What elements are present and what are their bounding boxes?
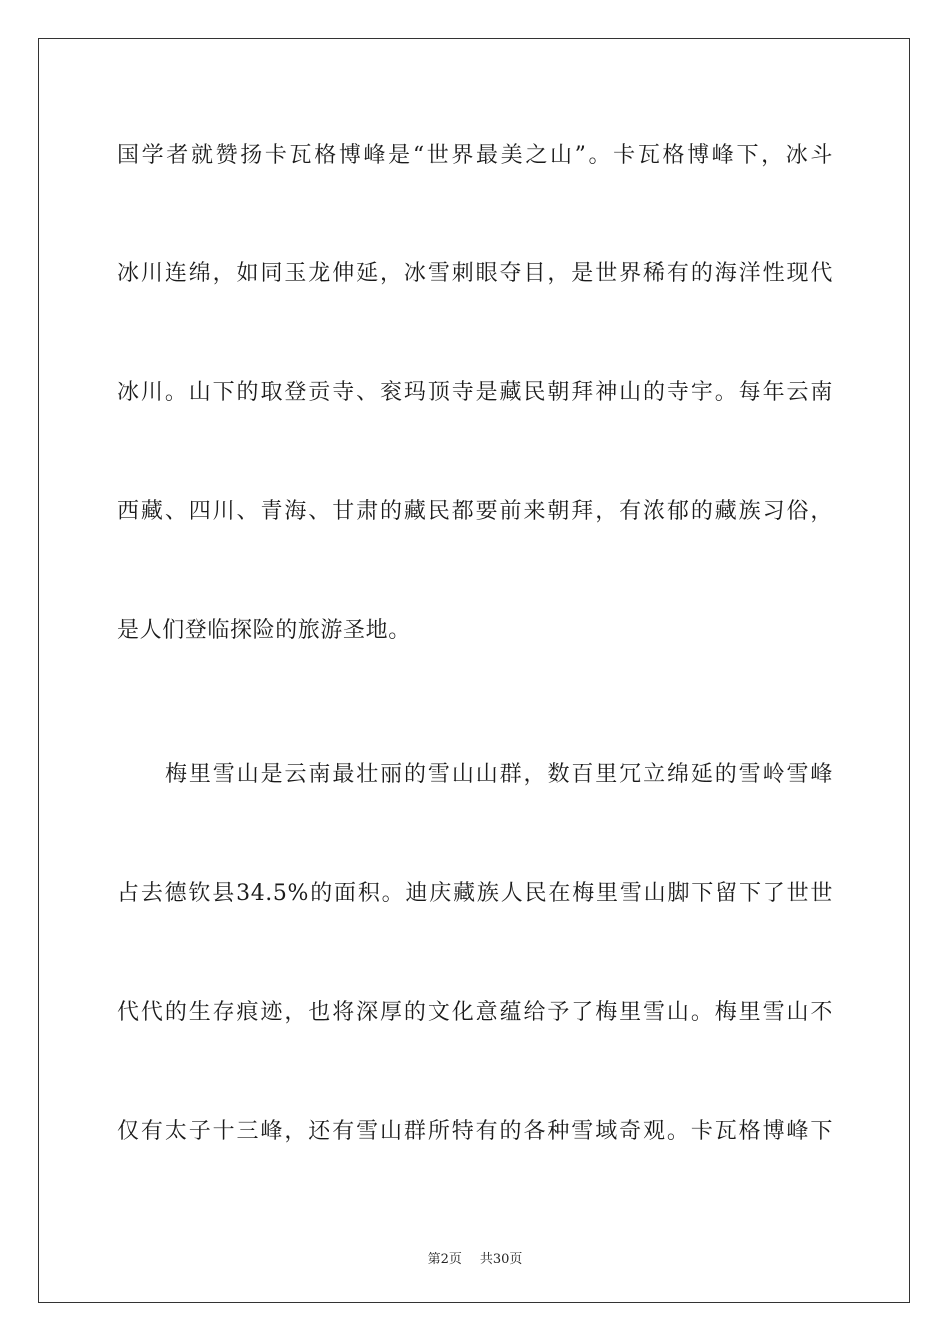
text-line-7: 占去德钦县34.5%的面积。迪庆藏族人民在梅里雪山脚下留下了世世 (117, 881, 833, 906)
page-footer (0, 1248, 950, 1267)
text-line-1: 国学者就赞扬卡瓦格博峰是“世界最美之山”。卡瓦格博峰下，冰斗 (117, 143, 833, 168)
text-line-4: 西藏、四川、青海、甘肃的藏民都要前来朝拜，有浓郁的藏族习俗， (117, 499, 833, 524)
text-line-8: 代代的生存痕迹，也将深厚的文化意蕴给予了梅里雪山。梅里雪山不 (117, 1000, 833, 1025)
text-line-2: 冰川连绵，如同玉龙伸延，冰雪刺眼夺目，是世界稀有的海洋性现代 (117, 261, 833, 286)
page-border (38, 38, 910, 1303)
text-line-5: 是人们登临探险的旅游圣地。 (117, 618, 411, 643)
text-line-9: 仅有太子十三峰，还有雪山群所特有的各种雪域奇观。卡瓦格博峰下 (117, 1119, 833, 1144)
page-total: 共30页 (479, 1252, 523, 1267)
text-line-3: 冰川。山下的取登贡寺、衮玛顶寺是藏民朝拜神山的寺宇。每年云南 (117, 380, 833, 405)
page-number: 第2页 (427, 1252, 462, 1267)
paragraph-2-first-line: 梅里雪山是云南最壮丽的雪山山群，数百里冗立绵延的雪岭雪峰 (165, 762, 833, 787)
